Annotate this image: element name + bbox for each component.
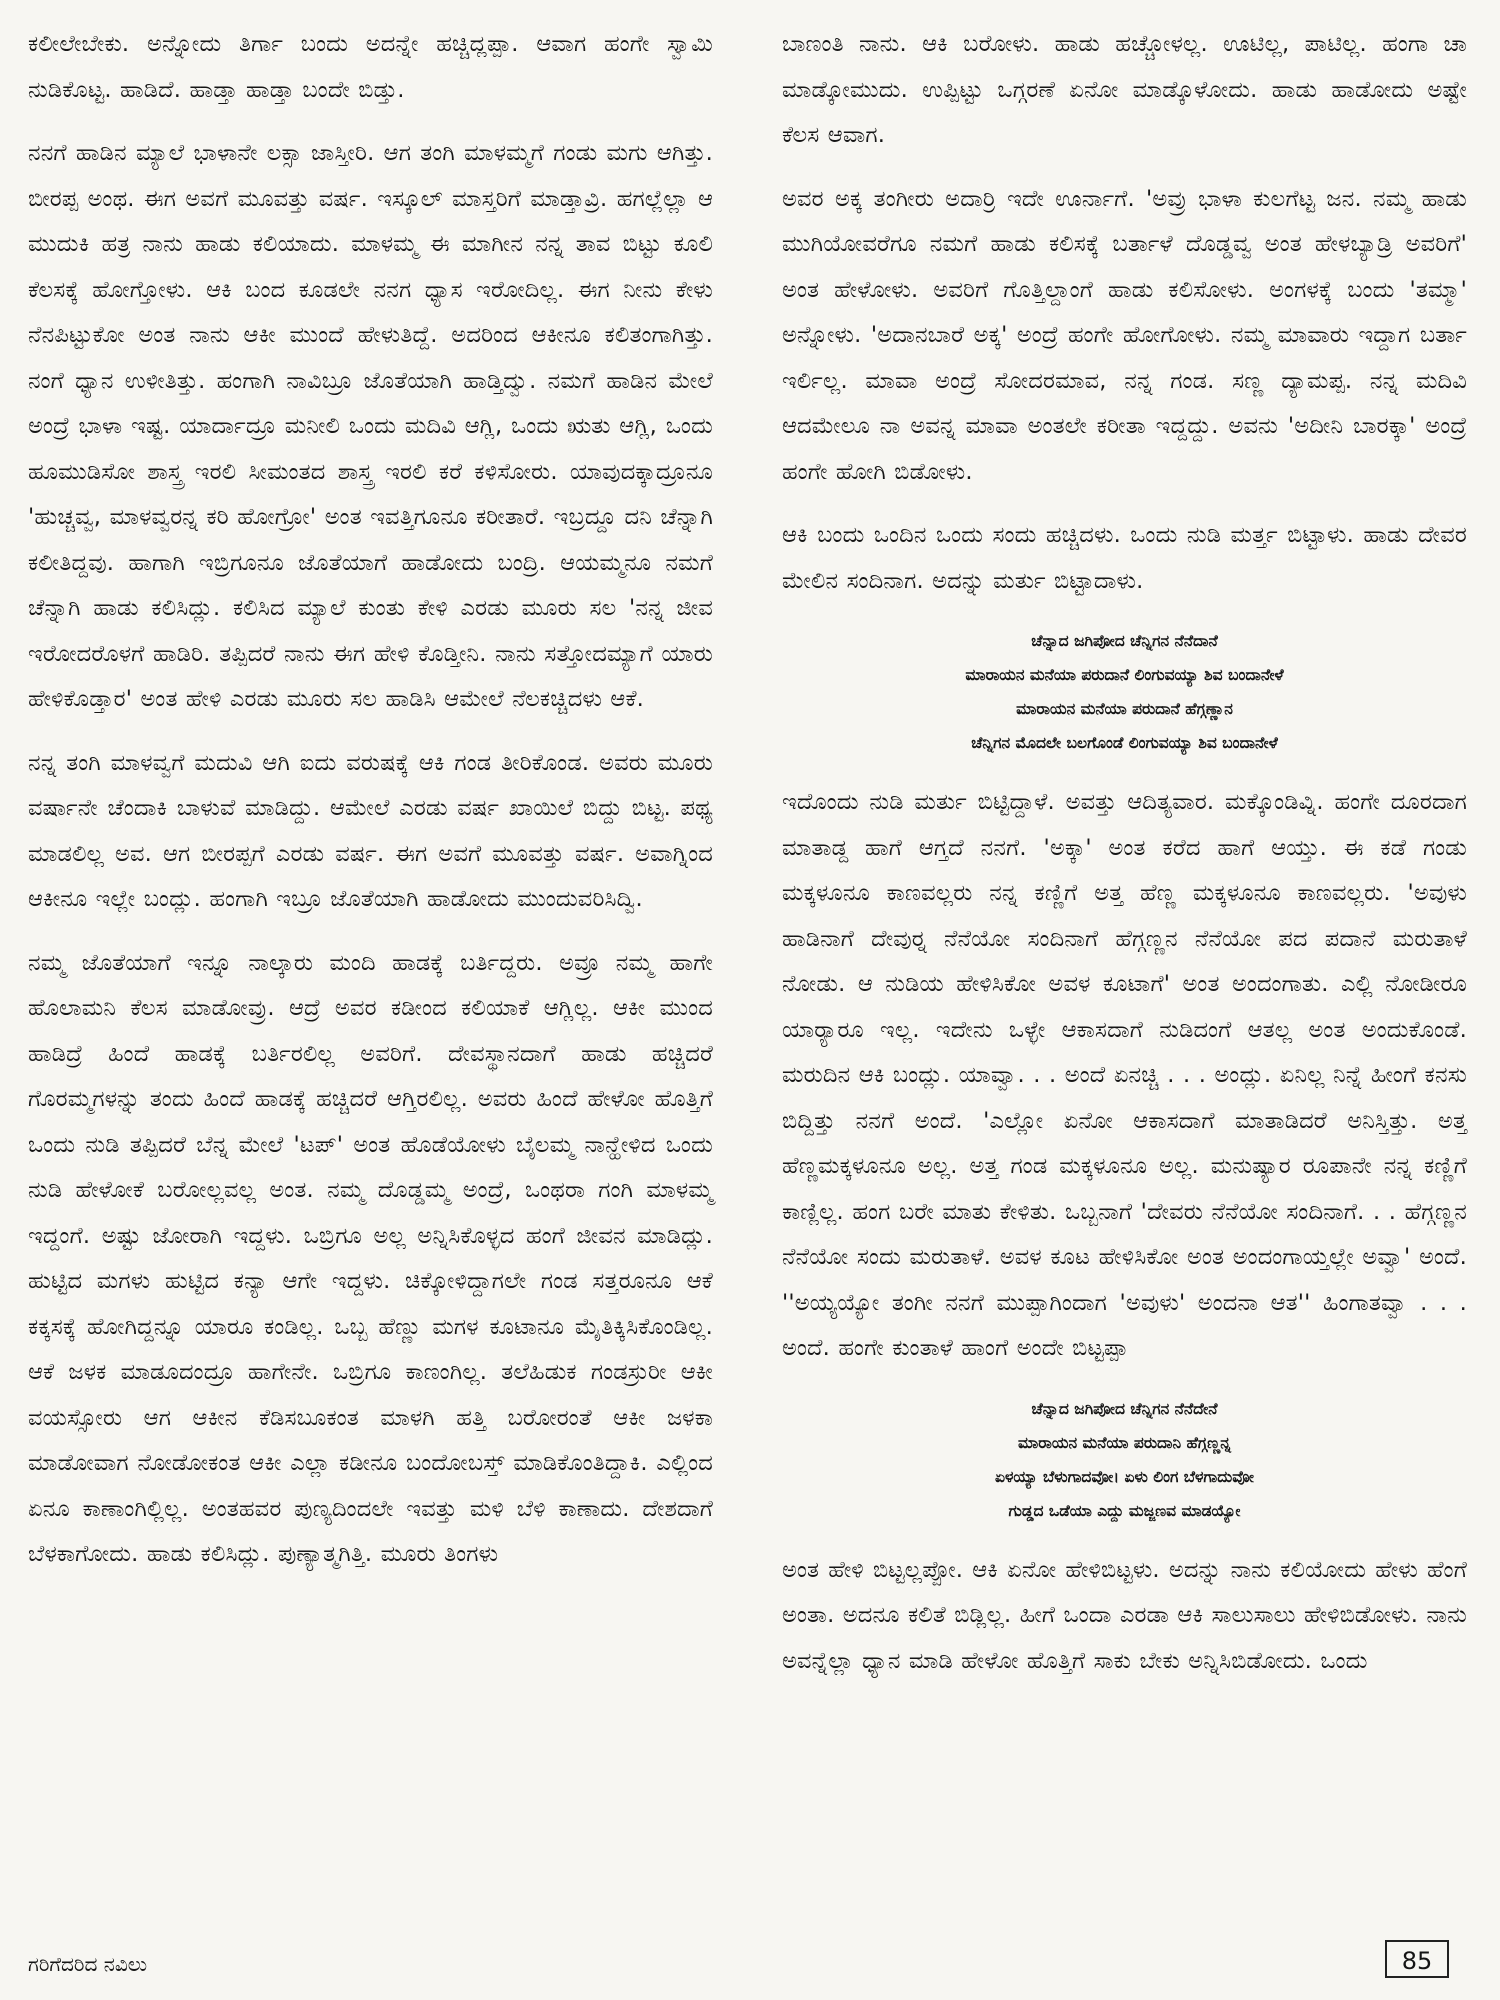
right-column [782, 22, 1467, 1702]
paragraph: ಆಕಿ ಬಂದು ಒಂದಿನ ಒಂದು ಸಂದು ಹಚ್ಚಿದಳು. ಒಂದು ನುಡಿ ಮರ್ತ್ತ ಬಿಟ್ಟಾಳು. ಹಾಡು ದೇವರ ಮೇಲಿನ ಸಂದಿನಾಗ. ಅದನ್ನು ಮರ್ತು ಬಿಟ್ಟಾದಾಳು. [782, 522, 1467, 594]
verse-block [782, 624, 1467, 760]
verse-line: ಮಾರಾಯನ ಮನೆಯಾ ಪರುದಾನೆ ಹೆಗ್ಗಣ್ಣಾನ [1016, 700, 1233, 718]
verse-line: ಚೆನ್ನಾದ ಜಗಿಪೋದ ಚೆನ್ನಿಗನ ನೆನೆದಾನೆ [1031, 632, 1218, 650]
verse-line: ಗುಡ್ಡದ ಒಡೆಯಾ ಎದ್ದು ಮಜ್ಜಣವ ಮಾಡಯ್ಯೋ [1008, 1501, 1241, 1520]
paragraph: ಕಲೀಲೇಬೇಕು. ಅನ್ನೋದು ತಿರ್ಗಾ ಬಂದು ಅದನ್ನೇ ಹಚ್ಚಿದ್ಲಪ್ಪಾ. ಆವಾಗ ಹಂಗೇ ಸ್ವಾಮಿ ನುಡಿಕೊಟ್ಟ. ಹಾಡಿದೆ. ಹಾಡ್ತಾ ಹಾಡ್ತಾ ಬಂದೇ ಬಿಡ್ತು. [28, 31, 713, 103]
verse-line: ಮಾರಾಯನ ಮನೆಯಾ ಪರುದಾನೆ ಲಿಂಗುವಯ್ಯಾ ಶಿವ ಬಂದಾನೇಳೆ [965, 666, 1284, 684]
page-number: 85 [1385, 1940, 1449, 1978]
verse-block [782, 1392, 1467, 1528]
paragraph: ಅವರ ಅಕ್ಕ ತಂಗೀರು ಅದಾರ್ರಿ ಇದೇ ಊರ್ನಾಗೆ. 'ಅವ್ರು ಭಾಳಾ ಕುಲಗೆಟ್ಟ ಜನ. ನಮ್ಮ ಹಾಡು ಮುಗಿಯೋವರೆಗೂ ನಮಗೆ ಹಾಡು ಕಲಿಸಕ್ಕೆ ಬರ್ತಾಳೆ ದೊಡ್ಡವ್ವ ಅಂತ ಹೇಳಬ್ಯಾಡ್ರಿ ಅವರಿಗೆ' ಅಂತ ಹೇಳೋಳು. ಅವರಿಗೆ ಗೊತ್ತಿಲ್ದಾಂಗೆ ಹಾಡು ಕಲಿಸೋಳು. ಅಂಗಳಕ್ಕೆ ಬಂದು 'ತಮ್ಮಾ' ಅನ್ನೋಳು. 'ಅದಾನಬಾರೆ ಅಕ್ಕ' ಅಂದ್ರೆ ಹಂಗೇ ಹೋಗೋಳು. ನಮ್ಮ ಮಾವಾರು ಇದ್ದಾಗ ಬರ್ತಾ ಇರ್ಲಿಲ್ಲ. ಮಾವಾ ಅಂದ್ರೆ ಸೋದರಮಾವ, ನನ್ನ ಗಂಡ. ಸಣ್ಣ ದ್ಯಾಮಪ್ಪ. ನನ್ನ ಮದಿವಿ ಆದಮೇಲೂ ನಾ ಅವನ್ನ ಮಾವಾ ಅಂತಲೇ ಕರೀತಾ ಇದ್ದದ್ದು. ಅವನು 'ಅದೀನಿ ಬಾರಕ್ಕಾ' ಅಂದ್ರೆ ಹಂಗೇ ಹೋಗಿ ಬಿಡೋಳು. [782, 185, 1467, 485]
paragraph: ನನಗೆ ಹಾಡಿನ ಮ್ಯಾಲೆ ಭಾಳಾನೇ ಲಕ್ಸಾ ಜಾಸ್ತೀರಿ. ಆಗ ತಂಗಿ ಮಾಳಮ್ಮಗೆ ಗಂಡು ಮಗು ಆಗಿತ್ತು. ಬೀರಪ್ಪ ಅಂಥ. ಈಗ ಅವಗೆ ಮೂವತ್ತು ವರ್ಷ. ಇಸ್ಕೂಲ್ ಮಾಸ್ತರಿಗೆ ಮಾಡ್ತಾವ್ರಿ. ಹಗಲ್ಲೆಲ್ಲಾ ಆ ಮುದುಕಿ ಹತ್ರ ನಾನು ಹಾಡು ಕಲಿಯಾದು. ಮಾಳಮ್ಮ ಈ ಮಾಗೀನ ನನ್ನ ತಾವ ಬಿಟ್ಟು ಕೂಲಿ ಕೆಲಸಕ್ಕೆ ಹೋಗ್ತೋಳು. ಆಕಿ ಬಂದ ಕೂಡಲೇ ನನಗ ಧ್ಯಾಸ ಇರೋದಿಲ್ಲ. ಈಗ ನೀನು ಕೇಳು ನೆನಪಿಟ್ಟುಕೋ ಅಂತ ನಾನು ಆಕೀ ಮುಂದೆ ಹೇಳುತಿದ್ದೆ. ಅದರಿಂದ ಆಕೀನೂ ಕಲಿತಂಗಾಗಿತ್ತು. ನಂಗೆ ಧ್ಯಾನ ಉಳೀತಿತ್ತು. ಹಂಗಾಗಿ ನಾವಿಬ್ರೂ ಜೊತೆಯಾಗಿ ಹಾಡ್ತಿದ್ವು. ನಮಗೆ ಹಾಡಿನ ಮೇಲೆ ಅಂದ್ರೆ ಭಾಳಾ ಇಷ್ಟ. ಯಾರ್ದಾದ್ರೂ ಮನೀಲಿ ಒಂದು ಮದಿವಿ ಆಗ್ಲಿ, ಒಂದು ಋತು ಆಗ್ಲಿ, ಒಂದು ಹೂಮುಡಿಸೋ ಶಾಸ್ತ್ರ ಇರಲಿ ಸೀಮಂತದ ಶಾಸ್ತ್ರ ಇರಲಿ ಕರೆ ಕಳಿಸೋರು. ಯಾವುದಕ್ಕಾದ್ರೂನೂ 'ಹುಚ್ಚವ್ವ, ಮಾಳವ್ವರನ್ನ ಕರಿ ಹೋಗ್ರೋ' ಅಂತ ಇವತ್ತಿಗೂನೂ ಕರೀತಾರೆ. ಇಬ್ರದ್ದೂ ದನಿ ಚೆನ್ನಾಗಿ ಕಲೀತಿದ್ದವು. ಹಾಗಾಗಿ ಇಬ್ರಿಗೂನೂ ಜೊತೆಯಾಗೆ ಹಾಡೋದು ಬಂದ್ರಿ. ಆಯಮ್ಮನೂ ನಮಗೆ ಚೆನ್ನಾಗಿ ಹಾಡು ಕಲಿಸಿದ್ಲು. ಕಲಿಸಿದ ಮ್ಯಾಲೆ ಕುಂತು ಕೇಳಿ ಎರಡು ಮೂರು ಸಲ 'ನನ್ನ ಜೀವ ಇರೋದರೊಳಗೆ ಹಾಡಿರಿ. ತಪ್ಪಿದರೆ ನಾನು ಈಗ ಹೇಳಿ ಕೊಡ್ತೀನಿ. ನಾನು ಸತ್ತೋದಮ್ಯಾಗೆ ಯಾರು ಹೇಳಿಕೊಡ್ತಾರ' ಅಂತ ಹೇಳಿ ಎರಡು ಮೂರು ಸಲ ಹಾಡಿಸಿ ಆಮೇಲೆ ನೆಲಕಚ್ಚಿದಳು ಆಕೆ. [28, 140, 713, 712]
paragraph: ನನ್ನ ತಂಗಿ ಮಾಳವ್ವಗೆ ಮದುವಿ ಆಗಿ ಐದು ವರುಷಕ್ಕೆ ಆಕಿ ಗಂಡ ತೀರಿಕೊಂಡ. ಅವರು ಮೂರು ವರ್ಷಾನೇ ಚೆಂದಾಕಿ ಬಾಳುವೆ ಮಾಡಿದ್ದು. ಆಮೇಲೆ ಎರಡು ವರ್ಷ ಖಾಯಿಲೆ ಬಿದ್ದು ಬಿಟ್ಟ. ಪಥ್ಯ ಮಾಡಲಿಲ್ಲ ಅವ. ಆಗ ಬೀರಪ್ಪಗೆ ಎರಡು ವರ್ಷ. ಈಗ ಅವಗೆ ಮೂವತ್ತು ವರ್ಷ. ಅವಾಗ್ನಿಂದ ಆಕೀನೂ ಇಲ್ಲೇ ಬಂದ್ಲು. ಹಂಗಾಗಿ ಇಬ್ರೂ ಜೊತೆಯಾಗಿ ಹಾಡೋದು ಮುಂದುವರಿಸಿದ್ವಿ. [28, 749, 713, 912]
verse-line: ಮಾರಾಯನ ಮನೆಯಾ ಪರುದಾನಿ ಹೆಗ್ಗಣ್ಣನ್ನ [1017, 1433, 1232, 1452]
left-column [28, 22, 713, 1596]
verse-line: ಚೆನ್ನಾದ ಜಗಿಪೋದ ಚೆನ್ನಿಗನ ನೆನೆದೇನೆ [1031, 1399, 1218, 1418]
verse-line: ಚೆನ್ನಿಗನ ಮೊದಲೇ ಬಲಗೊಂಡೆ ಲಿಂಗುವಯ್ಯಾ ಶಿವ ಬಂದಾನೇಳೆ [971, 734, 1278, 752]
book-title-footer: ಗರಿಗೆದರಿದ ನವಿಲು [28, 1952, 148, 1976]
paragraph: ನಮ್ಮ ಜೊತೆಯಾಗೆ ಇನ್ನೂ ನಾಲ್ಕಾರು ಮಂದಿ ಹಾಡಕ್ಕೆ ಬರ್ತಿದ್ದರು. ಅವ್ರೂ ನಮ್ಮ ಹಾಗೇ ಹೊಲಾಮನಿ ಕೆಲಸ ಮಾಡೋವ್ರು. ಆದ್ರೆ ಅವರ ಕಡೀಂದ ಕಲಿಯಾಕೆ ಆಗ್ಲಿಲ್ಲ. ಆಕೀ ಮುಂದ ಹಾಡಿದ್ರೆ ಹಿಂದೆ ಹಾಡಕ್ಕೆ ಬರ್ತಿರಲಿಲ್ಲ ಅವರಿಗೆ. ದೇವಸ್ಥಾನದಾಗೆ ಹಾಡು ಹಚ್ಚಿದರೆ ಗೊರಮ್ಮಗಳನ್ನು ತಂದು ಹಿಂದೆ ಹಾಡಕ್ಕೆ ಹಚ್ಚಿದರೆ ಆಗ್ತಿರಲಿಲ್ಲ. ಅವರು ಹಿಂದೆ ಹೇಳೋ ಹೊತ್ತಿಗೆ ಒಂದು ನುಡಿ ತಪ್ಪಿದರೆ ಬೆನ್ನ ಮೇಲೆ 'ಟಪ್' ಅಂತ ಹೊಡೆಯೋಳು ಬೈಲಮ್ಮ ನಾನ್ಹೇಳಿದ ಒಂದು ನುಡಿ ಹೇಳೋಕೆ ಬರೋಲ್ಲವಲ್ಲ ಅಂತ. ನಮ್ಮ ದೊಡ್ಡಮ್ಮ ಅಂದ್ರೆ, ಒಂಥರಾ ಗಂಗಿ ಮಾಳಮ್ಮ ಇದ್ದಂಗೆ. ಅಷ್ಟು ಜೋರಾಗಿ ಇದ್ದಳು. ಒಬ್ರಿಗೂ ಅಲ್ಲ ಅನ್ನಿಸಿಕೊಳ್ಳದ ಹಂಗೆ ಜೀವನ ಮಾಡಿದ್ಲು. ಹುಟ್ಟಿದ ಮಗಳು ಹುಟ್ಟಿದ ಕನ್ಯಾ ಆಗೇ ಇದ್ದಳು. ಚಿಕ್ಕೋಳಿದ್ದಾಗಲೇ ಗಂಡ ಸತ್ತರೂನೂ ಆಕೆ ಕಕ್ಕಸಕ್ಕೆ ಹೋಗಿದ್ದನ್ನೂ ಯಾರೂ ಕಂಡಿಲ್ಲ. ಒಬ್ಬ ಹೆಣ್ಣು ಮಗಳ ಕೂಟಾನೂ ಮೈತಿಕ್ಕಿಸಿಕೊಂಡಿಲ್ಲ. ಆಕೆ ಜಳಕ ಮಾಡೂದಂದ್ರೂ ಹಾಗೇನೇ. ಒಬ್ರಿಗೂ ಕಾಣಂಗಿಲ್ಲ. ತಲೆಹಿಡುಕ ಗಂಡಸ್ರುರೀ ಆಕೀ ವಯಸ್ಸೋರು ಆಗ ಆಕೀನ ಕೆಡಿಸಬೂಕಂತ ಮಾಳಗಿ ಹತ್ತಿ ಬರೋರಂತೆ ಆಕೀ ಜಳಕಾ ಮಾಡೋವಾಗ ನೋಡೋಕಂತ ಆಕೀ ಎಲ್ಲಾ ಕಡೀನೂ ಬಂದೋಬಸ್ತ್ ಮಾಡಿಕೊಂತಿದ್ದಾಕಿ. ಎಲ್ಲಿಂದ ಏನೂ ಕಾಣಾಂಗಿಲ್ಲಿಲ್ಲ. ಅಂತಹವರ ಪುಣ್ಯದಿಂದಲೇ ಇವತ್ತು ಮಳಿ ಬೆಳಿ ಕಾಣಾದು. ದೇಶದಾಗೆ ಬೆಳಕಾಗೋದು. ಹಾಡು ಕಲಿಸಿದ್ಲು. ಪುಣ್ಯಾತ್ಮಗಿತ್ತಿ. ಮೂರು ತಿಂಗಳು [28, 949, 713, 1567]
paragraph: ಇದೊಂದು ನುಡಿ ಮರ್ತು ಬಿಟ್ಟಿದ್ದಾಳೆ. ಅವತ್ತು ಆದಿತ್ಯವಾರ. ಮಕ್ಕೊಂಡಿವ್ನಿ. ಹಂಗೇ ದೂರದಾಗ ಮಾತಾಡ್ದ ಹಾಗೆ ಆಗ್ತದೆ ನನಗೆ. 'ಅಕ್ಕಾ' ಅಂತ ಕರೆದ ಹಾಗೆ ಆಯ್ತು. ಈ ಕಡೆ ಗಂಡು ಮಕ್ಕಳೂನೂ ಕಾಣವಲ್ಲರು ನನ್ನ ಕಣ್ಣಿಗೆ ಅತ್ತ ಹೆಣ್ಣ ಮಕ್ಕಳೂನೂ ಕಾಣವಲ್ಲರು. 'ಅವುಳು ಹಾಡಿನಾಗೆ ದೇವುರ್‍ನ ನೆನೆಯೋ ಸಂದಿನಾಗೆ ಹೆಗ್ಗಣ್ಣನ ನೆನೆಯೋ ಪದ ಪದಾನೆ ಮರುತಾಳೆ ನೋಡು. ಆ ನುಡಿಯ ಹೇಳಿಸಿಕೋ ಅವಳ ಕೂಟಾಗೆ' ಅಂತ ಅಂದಂಗಾತು. ಎಲ್ಲಿ ನೋಡೀರೂ ಯಾರ್‍ಯಾರೂ ಇಲ್ಲ. ಇದೇನು ಒಳ್ಳೇ ಆಕಾಸದಾಗೆ ನುಡಿದಂಗೆ ಆತಲ್ಲ ಅಂತ ಅಂದುಕೊಂಡೆ. ಮರುದಿನ ಆಕಿ ಬಂದ್ಲು. ಯಾವ್ವಾ. . . ಅಂದೆ ಏನಚ್ಚಿ . . . ಅಂದ್ಲು. ಏನಿಲ್ಲ ನಿನ್ನೆ ಹೀಂಗೆ ಕನಸು ಬಿದ್ದಿತ್ತು ನನಗೆ ಅಂದೆ. 'ಎಲ್ಲೋ ಏನೋ ಆಕಾಸದಾಗೆ ಮಾತಾಡಿದರೆ ಅನಿಸ್ತಿತ್ತು. ಅತ್ತ ಹೆಣ್ಣಮಕ್ಕಳೂನೂ ಅಲ್ಲ. ಅತ್ತ ಗಂಡ ಮಕ್ಕಳೂನೂ ಅಲ್ಲ. ಮನುಷ್ಯಾರ ರೂಪಾನೇ ನನ್ನ ಕಣ್ಣಿಗೆ ಕಾಣ್ಲಿಲ್ಲ. ಹಂಗ ಬರೇ ಮಾತು ಕೇಳಿತು. ಒಬ್ಬನಾಗೆ 'ದೇವರು ನೆನೆಯೋ ಸಂದಿನಾಗೆ. . . ಹೆಗ್ಗಣ್ಣನ ನೆನೆಯೋ ಸಂದು ಮರುತಾಳೆ. ಅವಳ ಕೂಟ ಹೇಳಿಸಿಕೋ ಅಂತ ಅಂದಂಗಾಯ್ತಲ್ಲೇ ಅವ್ವಾ' ಅಂದೆ. ''ಅಯ್ಯಯ್ಯೋ ತಂಗೀ ನನಗೆ ಮುಪ್ಪಾಗಿಂದಾಗ 'ಅವುಳು' ಅಂದನಾ ಆತ'' ಹಿಂಗಾತವ್ವಾ . . . ಅಂದೆ. ಹಂಗೇ ಕುಂತಾಳೆ ಹಾಂಗೆ ಅಂದೇ ಬಿಟ್ಟಪ್ಪಾ [782, 789, 1467, 1361]
paragraph: ಬಾಣಂತಿ ನಾನು. ಆಕಿ ಬರೋಳು. ಹಾಡು ಹಚ್ಚೋಳಲ್ಲ. ಊಟಿಲ್ಲ, ಪಾಟಿಲ್ಲ. ಹಂಗಾ ಚಾ ಮಾಡ್ಕೋಮುದು. ಉಪ್ಪಿಟ್ಟು ಒಗ್ಗರಣೆ ಏನೋ ಮಾಡ್ಕೊಳೋದು. ಹಾಡು ಹಾಡೋದು ಅಷ್ಟೇ ಕೆಲಸ ಆವಾಗ. [782, 31, 1467, 148]
verse-line: ಏಳಯ್ಯಾ ಬೆಳುಗಾದವೋ। ಏಳು ಲಿಂಗ ಬೆಳಗಾದುವೋ [995, 1467, 1254, 1486]
paragraph: ಅಂತ ಹೇಳಿ ಬಿಟ್ಟಲ್ಲಪ್ಪೋ. ಆಕಿ ಏನೋ ಹೇಳಿಬಿಟ್ಟಳು. ಅದನ್ನು ನಾನು ಕಲಿಯೋದು ಹೇಳು ಹೆಂಗೆ ಅಂತಾ. ಅದನೂ ಕಲಿತೆ ಬಿಡ್ಲಿಲ್ಲ. ಹೀಗೆ ಒಂದಾ ಎರಡಾ ಆಕಿ ಸಾಲುಸಾಲು ಹೇಳಿಬಿಡೋಳು. ನಾನು ಅವನ್ನೆಲ್ಲಾ ಧ್ಯಾನ ಮಾಡಿ ಹೇಳೋ ಹೊತ್ತಿಗೆ ಸಾಕು ಬೇಕು ಅನ್ನಿಸಿಬಿಡೋದು. ಒಂದು [782, 1556, 1467, 1674]
